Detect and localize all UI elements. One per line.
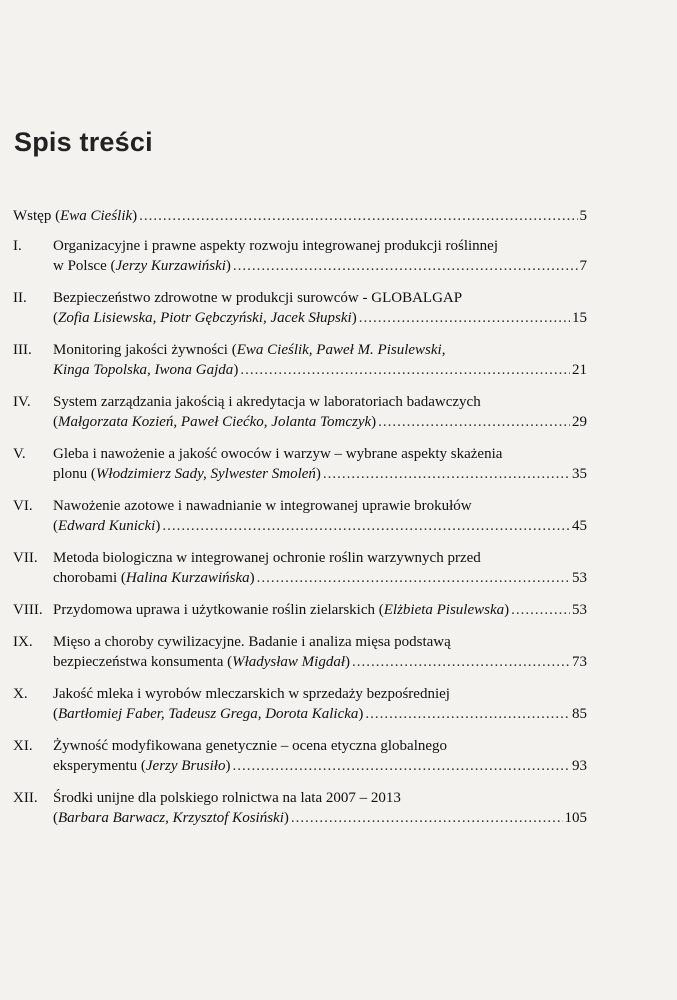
toc-entry-body	[53, 788, 587, 828]
toc-entry-close: )	[283, 810, 289, 826]
toc-entry-text	[53, 808, 289, 828]
toc-entry-prefix: (	[53, 810, 58, 826]
toc-entry-prefix: (	[53, 518, 58, 534]
toc-page-number: 45	[572, 518, 587, 534]
toc-entry-title: Wstęp (	[13, 208, 61, 224]
toc-entry	[13, 632, 587, 672]
toc-entry	[13, 340, 587, 380]
toc-entry-prefix: plonu (	[53, 466, 96, 482]
toc-entry-close: )	[155, 518, 161, 534]
toc-entry-prefix: (	[53, 310, 58, 326]
toc-entry-title-line	[53, 288, 587, 308]
toc-entry	[13, 548, 587, 588]
toc-entry-text	[53, 308, 357, 328]
toc-entry-line	[53, 464, 587, 484]
toc-entry-close: )	[233, 362, 239, 378]
toc-entry-body	[53, 288, 587, 328]
toc-entry-text	[53, 756, 230, 776]
toc-entry-close: )	[371, 414, 377, 430]
toc-page-number: 15	[572, 310, 587, 326]
toc-entry-text	[53, 704, 363, 724]
dot-leader	[233, 256, 578, 276]
toc-entry-text	[53, 412, 376, 432]
toc-entry-body	[53, 236, 587, 276]
toc-entry-text	[53, 600, 509, 620]
toc-entry-text	[53, 256, 231, 276]
toc-entry-prefix: Przydomowa uprawa i użytkowanie roślin zielarskich (	[53, 602, 384, 618]
toc-page-number: 73	[572, 654, 587, 670]
toc-entry-line	[13, 206, 587, 226]
toc-entry-title-line	[53, 236, 587, 256]
toc-entry-line	[53, 808, 587, 828]
dot-leader	[359, 308, 570, 328]
toc-entry-close: )	[225, 758, 231, 774]
toc-entry	[13, 444, 587, 484]
toc-entry-close: )	[249, 570, 255, 586]
toc-entry	[13, 392, 587, 432]
toc-chapter-number: VII.	[13, 550, 38, 566]
toc-entry-title: Jakość mleka i wyrobów mleczarskich w sprzedaży bezpośredniej	[53, 686, 450, 702]
toc-entry-title: System zarządzania jakością i akredytacja w laboratoriach badawczych	[53, 394, 481, 410]
toc-entry-title: Nawożenie azotowe i nawadnianie w integrowanej uprawie brokułów	[53, 498, 472, 514]
dot-leader	[240, 360, 570, 380]
dot-leader	[378, 412, 570, 432]
toc-page-number: 29	[572, 414, 587, 430]
page-title: Spis treści	[14, 127, 153, 157]
toc-entry	[13, 496, 587, 536]
toc-page-number: 53	[572, 570, 587, 586]
toc-entry-title: Metoda biologiczna w integrowanej ochronie roślin warzywnych przed	[53, 550, 481, 566]
toc-entry-author: Halina Kurzawińska	[125, 570, 250, 586]
toc-entry-title: Środki unijne dla polskiego rolnictwa na lata 2007 – 2013	[53, 790, 401, 806]
toc-entry-title-line	[53, 340, 587, 360]
toc-entry-close: )	[345, 654, 351, 670]
toc-entry-line	[53, 652, 587, 672]
toc-entry-author: Jerzy Brusiło	[145, 758, 226, 774]
toc-entry-body	[53, 736, 587, 776]
toc-chapter-number: III.	[13, 342, 32, 358]
toc-page-number: 105	[564, 810, 587, 826]
toc-entry-body	[53, 632, 587, 672]
dot-leader	[365, 704, 570, 724]
toc-entry-close: )	[504, 602, 510, 618]
toc-entry-title: Żywność modyfikowana genetycznie – ocena etyczna globalnego	[53, 738, 448, 754]
toc-entry-body	[53, 392, 587, 432]
toc-entry-author: Kinga Topolska, Iwona Gajda	[53, 362, 234, 378]
toc-entry-close: )	[351, 310, 357, 326]
toc-entry-body	[53, 600, 587, 620]
toc-chapter-number: V.	[13, 446, 26, 462]
toc-entry-author: Zofia Lisiewska, Piotr Gębczyński, Jacek Słupski	[58, 310, 352, 326]
toc-entry-text	[53, 360, 238, 380]
toc-entry-body	[53, 684, 587, 724]
toc-chapter-number: X.	[13, 686, 28, 702]
toc-entry-title: Bezpieczeństwo zdrowotne w produkcji surowców - GLOBALGAP	[53, 290, 463, 306]
toc-entry-text	[53, 464, 321, 484]
toc-entry-text	[53, 516, 160, 536]
toc-entry	[13, 600, 587, 620]
toc-page-number: 7	[579, 258, 587, 274]
toc-entry-text	[53, 652, 350, 672]
toc-entry-author: Ewa Cieślik, Paweł M. Pisulewski,	[236, 342, 446, 358]
toc-chapter-number: IV.	[13, 394, 31, 410]
toc-entry-author: Elżbieta Pisulewska	[383, 602, 505, 618]
toc-entry-author: Małgorzata Kozień, Paweł Ciećko, Jolanta Tomczyk	[58, 414, 372, 430]
dot-leader	[162, 516, 570, 536]
toc-entry-title-line	[53, 736, 587, 756]
dot-leader	[257, 568, 570, 588]
toc-entry-body	[13, 206, 587, 226]
toc-entry-line	[53, 568, 587, 588]
toc-entry-title-line	[53, 444, 587, 464]
toc-entry-line	[53, 600, 587, 620]
toc-entry	[13, 684, 587, 724]
toc-entry-line	[53, 756, 587, 776]
toc-entry-author: Edward Kunicki	[58, 518, 156, 534]
toc-chapter-number: XI.	[13, 738, 33, 754]
toc-chapter-number: IX.	[13, 634, 33, 650]
toc-entry-line	[53, 256, 587, 276]
toc-entry-prefix: w Polsce (	[53, 258, 116, 274]
toc-entry-title-line	[53, 632, 587, 652]
toc-entry-prefix: (	[53, 706, 58, 722]
toc-entry-line	[53, 308, 587, 328]
toc-entry-body	[53, 340, 587, 380]
toc-entry-line	[53, 360, 587, 380]
toc-page-number: 93	[572, 758, 587, 774]
toc-entry-close: )	[358, 706, 364, 722]
toc-entry-body	[53, 444, 587, 484]
toc-page-number: 35	[572, 466, 587, 482]
toc-page-number: 53	[572, 602, 587, 618]
toc-entry	[13, 788, 587, 828]
toc-entry-author: Włodzimierz Sady, Sylwester Smoleń	[95, 466, 316, 482]
toc-entry	[13, 236, 587, 276]
toc-entry-body	[53, 496, 587, 536]
toc-entry-title-line	[53, 548, 587, 568]
toc-page-number: 21	[572, 362, 587, 378]
toc-entry-list	[13, 236, 587, 828]
dot-leader	[511, 600, 570, 620]
toc-entry-author: Ewa Cieślik	[60, 208, 133, 224]
dot-leader	[323, 464, 570, 484]
toc-entry-title: Gleba i nawożenie a jakość owoców i warzyw – wybrane aspekty skażenia	[53, 446, 503, 462]
toc-entry-prefix: eksperymentu (	[53, 758, 146, 774]
toc-entry-line	[53, 704, 587, 724]
toc-entry-intro	[13, 206, 587, 226]
toc-entry-author: Bartłomiej Faber, Tadeusz Grega, Dorota Kalicka	[58, 706, 359, 722]
toc-entry-text	[13, 206, 137, 226]
toc-entry-prefix: chorobami (	[53, 570, 126, 586]
toc-entry-line	[53, 412, 587, 432]
toc-entry-author: Barbara Barwacz, Krzysztof Kosiński	[58, 810, 284, 826]
toc-entry-title-line	[53, 788, 587, 808]
toc-entry-close: )	[225, 258, 231, 274]
toc-entry-title-line	[53, 392, 587, 412]
toc-entry-text	[53, 568, 255, 588]
toc-chapter-number: XII.	[13, 790, 38, 806]
table-of-contents	[13, 206, 587, 840]
dot-leader	[291, 808, 563, 828]
dot-leader	[232, 756, 570, 776]
dot-leader	[352, 652, 570, 672]
toc-entry-author: Władysław Migdał	[232, 654, 346, 670]
toc-entry-title-line	[53, 684, 587, 704]
toc-chapter-number: I.	[13, 238, 22, 254]
toc-entry-title: Mięso a choroby cywilizacyjne. Badanie i analiza mięsa podstawą	[53, 634, 451, 650]
toc-entry-prefix: bezpieczeństwa konsumenta (	[53, 654, 233, 670]
toc-entry-prefix: (	[53, 414, 58, 430]
toc-entry-body	[53, 548, 587, 588]
toc-entry-title: Monitoring jakości żywności (	[53, 342, 237, 358]
toc-chapter-number: VI.	[13, 498, 33, 514]
toc-entry-author: Jerzy Kurzawiński	[115, 258, 226, 274]
toc-entry-title: Organizacyjne i prawne aspekty rozwoju integrowanej produkcji roślinnej	[53, 238, 498, 254]
toc-page-number: 85	[572, 706, 587, 722]
toc-page-number: 5	[579, 208, 587, 224]
dot-leader	[139, 206, 577, 226]
toc-entry-line	[53, 516, 587, 536]
toc-entry	[13, 288, 587, 328]
toc-entry-title-line	[53, 496, 587, 516]
toc-entry	[13, 736, 587, 776]
toc-chapter-number: VIII.	[13, 602, 43, 618]
toc-entry-close: )	[315, 466, 321, 482]
toc-entry-close: )	[132, 208, 138, 224]
toc-chapter-number: II.	[13, 290, 27, 306]
